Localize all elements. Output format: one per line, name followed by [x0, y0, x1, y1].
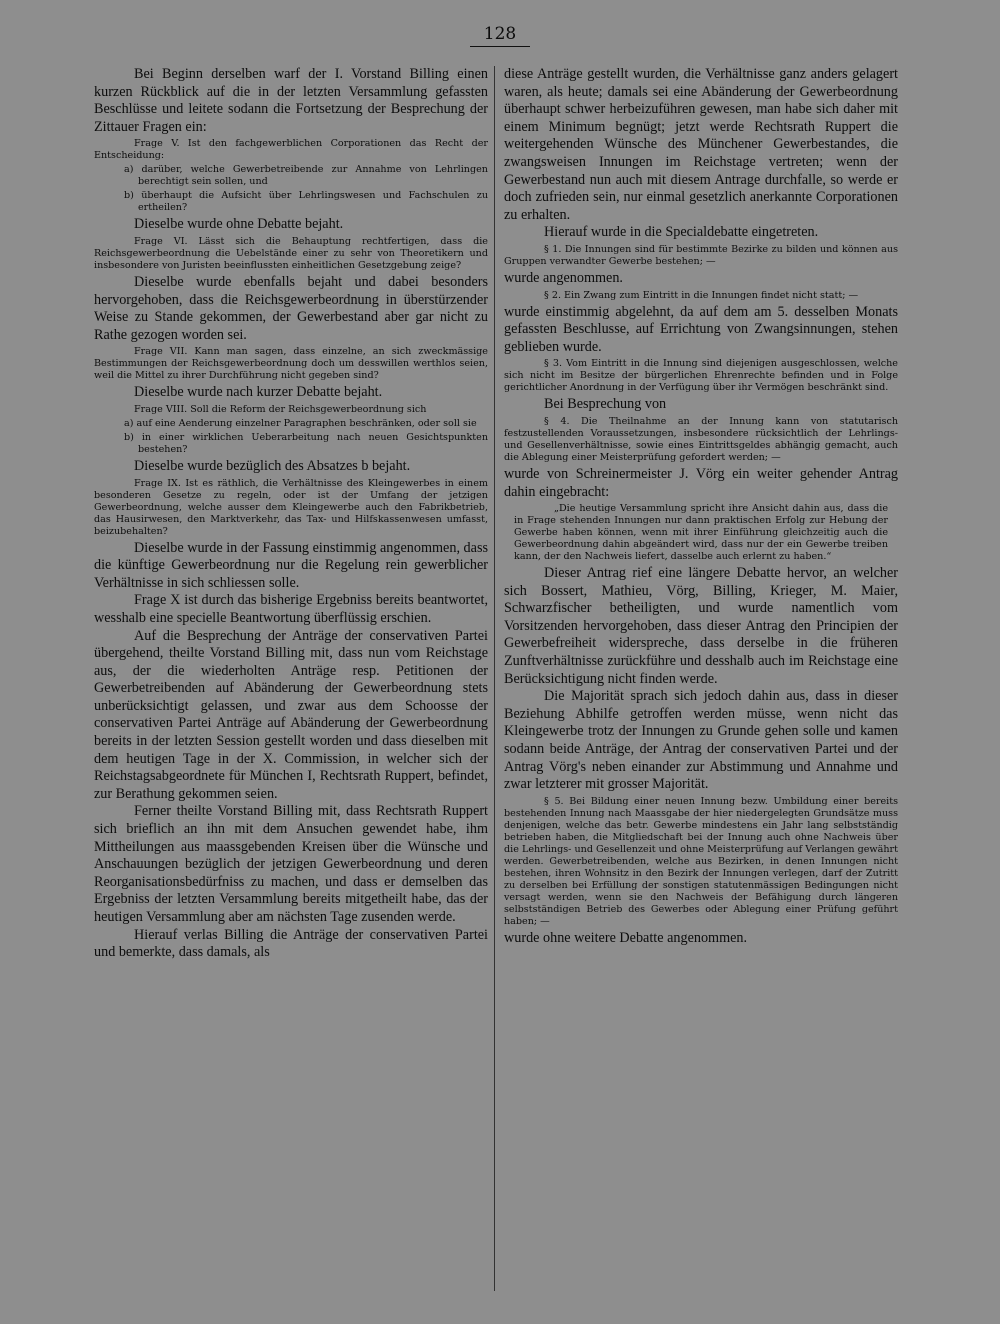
small-print-paragraph: a) darüber, welche Gewerbetreibende zur Annahme von Lehrlingen berechtigt sein sollen, und [124, 164, 488, 188]
page-number: 128 [483, 24, 517, 44]
body-paragraph: Die Majorität sprach sich jedoch dahin aus, dass in dieser Beziehung Abhilfe getroffen werden müsse, wenn nicht das Kleingewerbe trotz der Innungen zu Grunde gehen solle und kamen sodann beide Anträge, der Antrag der conservativen Partei und der Antrag Vörg's neben einander zur Abstimmung und Annahme und zwar letzterer mit grosser Majorität. [504, 688, 898, 793]
small-print-paragraph: § 1. Die Innungen sind für bestimmte Bezirke zu bilden und können aus Gruppen verwandter Gewerbe bestehen; — [504, 243, 898, 267]
small-print-paragraph: Frage VIII. Soll die Reform der Reichsgewerbeordnung sich [134, 403, 427, 415]
body-paragraph: Auf die Besprechung der Anträge der conservativen Partei übergehend, theilte Vorstand Billing mit, dass nun vom Reichstage aus, der die wiederholten Anträge resp. Petitionen der Gewerbetreibenden auf Abänderung der Gewerbeordnung stets unberücksichtigt gelassen, und zwar aus dem Schoosse der conservativen Partei Anträge auf Abänderung der Gewerbeordnung bereits in der letzten Session gestellt worden und dass dieselben mit dem heutigen Tage in der X. Commission, in welcher sich der Reichstagsabgeordnete für München I, Rechtsrath Ruppert, befindet, zur Berathung gekommen seien. [94, 627, 488, 802]
body-paragraph: Hierauf wurde in die Specialdebatte eingetreten. [544, 224, 819, 241]
body-paragraph: diese Anträge gestellt wurden, die Verhältnisse ganz anders gelagert waren, als heute; damals sei eine Abänderung der Gewerbeordnung überhaupt schwer herbeizuführen gewesen, man habe sich daher mit einem Minimum begnügt; jetzt werde Rechtsrath Ruppert die weitergehenden Wünsche des Münchener Gewerbestandes, die zwangsweisen Innungen im Reichstage vertreten; wenn der Gewerbestand nun auch mit diesem Antrage durchfalle, so werde er doch zufrieden sein, nur einmal gesetzlich anerkannte Corporationen zu erhalten. [504, 66, 898, 223]
body-paragraph: Dieselbe wurde bezüglich des Absatzes b bejaht. [134, 457, 411, 474]
small-print-paragraph: § 2. Ein Zwang zum Eintritt in die Innungen findet nicht statt; — [544, 289, 859, 301]
body-paragraph: Frage X ist durch das bisherige Ergebniss bereits beantwortet, wesshalb eine specielle Beantwortung überflüssig erschien. [94, 592, 488, 626]
small-print-paragraph: „Die heutige Versammlung spricht ihre Ansicht dahin aus, dass die in Frage stehenden Innungen nur dann praktischen Erfolg zur Hebung der Gewerbe haben können, wenn mit ihrer Einführung gleichzeitig auch die Gewerbeordnung dahin abgeändert wird, dass nur der ein Gewerbe treiben kann, der den Nachweis liefert, dasselbe auch erlernt zu haben.“ [514, 503, 888, 563]
small-print-paragraph: Frage V. Ist den fachgewerblichen Corporationen das Recht der Entscheidung: [94, 138, 488, 162]
right-column [504, 66, 898, 947]
column-divider [494, 66, 495, 1291]
small-print-paragraph: § 3. Vom Eintritt in die Innung sind diejenigen ausgeschlossen, welche sich nicht im Besitze der bürgerlichen Ehrenrechte befinden und in Folge gerichtlicher Anordnung in der Verfügung über ihr Vermögen beschränkt sind. [504, 358, 898, 394]
small-print-paragraph: b) überhaupt die Aufsicht über Lehrlingswesen und Fachschulen zu ertheilen? [124, 190, 488, 214]
body-paragraph: wurde angenommen. [504, 269, 623, 286]
header-rule [470, 46, 530, 47]
small-print-paragraph: a) auf eine Aenderung einzelner Paragraphen beschränken, oder soll sie [124, 417, 477, 429]
body-paragraph: wurde von Schreinermeister J. Vörg ein weiter gehender Antrag dahin eingebracht: [504, 465, 898, 500]
body-paragraph: Bei Besprechung von [544, 396, 667, 413]
small-print-paragraph: Frage IX. Ist es räthlich, die Verhältnisse des Kleingewerbes in einem besonderen Gesetze zu regeln, oder ist der Umfang der jetzigen Gewerbeordnung, welche ausser dem Kleingewerbe auch den Fabrikbetrieb, das Hausirwesen, den Marktverkehr, das Tax- und Hilfskassenwesen umfasst, beizubehalten? [94, 477, 488, 537]
body-paragraph: Bei Beginn derselben warf der I. Vorstand Billing einen kurzen Rückblick auf die in der letzten Versammlung gefassten Beschlüsse und leitete sodann die Fortsetzung der Besprechung der Zittauer Fragen ein: [94, 66, 488, 135]
small-print-paragraph: Frage VI. Lässt sich die Behauptung rechtfertigen, dass die Reichsgewerbeordnung die Uebelstände einer zu sehr von Theoretikern und insbesondere von Juristen beeinflussten einheitlichen Gesetzgebung zeige? [94, 235, 488, 271]
small-print-paragraph: § 4. Die Theilnahme an der Innung kann von statutarisch festzustellenden Voraussetzungen, insbesondere rücksichtlich der Lehrlings- und Gesellenverhältnisse, sowie eines Eintrittsgeldes abhängig gemacht, auch die Ablegung einer Meisterprüfung gefordert werden; — [504, 415, 898, 463]
small-print-paragraph: b) in einer wirklichen Ueberarbeitung nach neuen Gesichtspunkten bestehen? [124, 431, 488, 455]
left-column [94, 66, 488, 962]
body-paragraph: Dieselbe wurde ebenfalls bejaht und dabei besonders hervorgehoben, dass die Reichsgewerbeordnung in überstürzender Weise zu Stande gekommen, der Gewerbestand aber gar nicht zu Rathe gezogen worden sei. [94, 273, 488, 343]
small-print-paragraph: Frage VII. Kann man sagen, dass einzelne, an sich zweckmässige Bestimmungen der Reichsgewerbeordnung doch um desswillen werthlos seien, weil die Mittel zu ihrer Durchführung nicht gegeben sind? [94, 346, 488, 382]
body-paragraph: Hierauf verlas Billing die Anträge der conservativen Partei und bemerkte, dass damals, als [94, 926, 488, 961]
body-paragraph: Dieser Antrag rief eine längere Debatte hervor, an welcher sich Bossert, Mathieu, Vörg, Billing, Krieger, M. Maier, Schwarzfischer betheiligten, und wurde namentlich vom Vorsitzenden hervorgehoben, dass dieser Antrag den Principien der Gewerbefreiheit widerspreche, dass derselbe in die früheren Zunftverhältnisse zurückführe und desshalb auch im Reichstage eine Berücksichtigung nicht finden werde. [504, 565, 898, 687]
body-paragraph: Dieselbe wurde in der Fassung einstimmig angenommen, dass die künftige Gewerbeordnung nur die Regelung rein gewerblicher Verhältnisse in sich schliessen solle. [94, 539, 488, 591]
body-paragraph: wurde ohne weitere Debatte angenommen. [504, 929, 748, 946]
body-paragraph: Dieselbe wurde ohne Debatte bejaht. [134, 216, 344, 233]
body-paragraph: wurde einstimmig abgelehnt, da auf dem am 5. desselben Monats gefassten Beschlusse, auf Errichtung von Zwangsinnungen, stehen geblieben wurde. [504, 303, 898, 355]
body-paragraph: Dieselbe wurde nach kurzer Debatte bejaht. [134, 384, 383, 401]
body-paragraph: Ferner theilte Vorstand Billing mit, dass Rechtsrath Ruppert sich brieflich an ihn mit dem Ansuchen gewendet habe, ihm Mittheilungen aus maassgebenden Kreisen über die Wünsche und Anschauungen bezüglich der jetzigen Gewerbeordnung und deren Reorganisationsbedürfniss zu machen, und dass er demselben das Ergebniss der letzten Versammlung bereits mitgetheilt habe, das der heutigen Versammlung aber am nächsten Tage zusenden werde. [94, 803, 488, 925]
small-print-paragraph: § 5. Bei Bildung einer neuen Innung bezw. Umbildung einer bereits bestehenden Innung nach Maassgabe der hier niedergelegten Grundsätze muss denjenigen, welche das betr. Gewerbe mindestens ein Jahr lang selbstständig betrieben haben, die Mitgliedschaft bei der Innung auch ohne Nachweis über die Lehrlings- und Gesellenzeit und ohne Meisterprüfung auf Verlangen gewährt werden. Gewerbetreibenden, welche aus Bezirken, in denen Innungen nicht bestehen, ihren Wohnsitz in den Bezirk der Innungen verlegen, darf der Zutritt zu derselben bei Erfüllung der sonstigen statutenmässigen Bedingungen nicht versagt werden, wenn sie den Nachweis der Befähigung durch längeren selbstständigen Betrieb des Gewerbes oder Ablegung einer Prüfung geführt haben; — [504, 795, 898, 927]
